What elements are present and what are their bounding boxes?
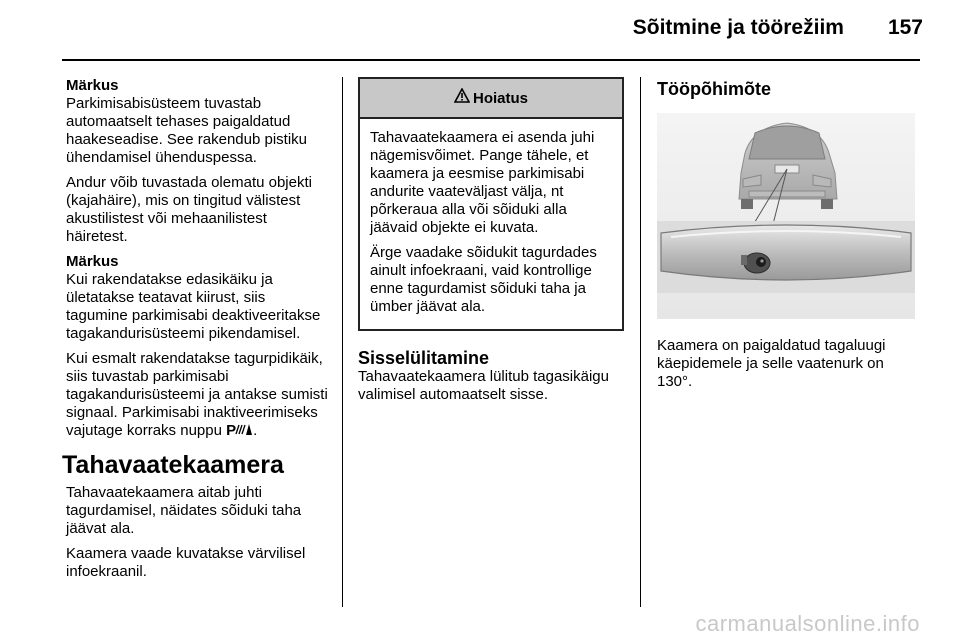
warning-triangle-icon bbox=[454, 88, 470, 108]
header-title: Sõitmine ja töörežiim bbox=[632, 16, 844, 39]
warning-header bbox=[360, 79, 622, 119]
header-divider bbox=[62, 59, 920, 61]
note-label: Märkus bbox=[66, 253, 119, 270]
page-number: 157 bbox=[887, 16, 923, 39]
column-right bbox=[657, 77, 921, 398]
column-left bbox=[62, 77, 328, 588]
column-middle bbox=[358, 77, 622, 411]
section-title: Sisselülitamine bbox=[358, 348, 490, 368]
note-label: Märkus bbox=[66, 77, 119, 94]
section-paragraph: Kaamera vaade kuvatakse värvilisel infoekraanil. bbox=[66, 545, 306, 580]
section-title: Tahavaatekaamera bbox=[62, 451, 284, 479]
watermark: carmanualsonline.info bbox=[695, 611, 920, 636]
note-paragraph: Kui rakendatakse edasikäiku ja ületatakse teatavat kiirust, siis tagumine parkimisabi deaktiveeritakse tagakandurisüsteemi pikendamisel. bbox=[66, 271, 321, 342]
column-divider bbox=[342, 77, 343, 607]
note-paragraph: Parkimisabisüsteem tuvastab automaatselt tehases paigaldatud haakeseadise. See rakendub pistiku ühendamisel ühenduspessa. bbox=[66, 95, 307, 166]
column-divider bbox=[640, 77, 641, 607]
warning-title: Hoiatus bbox=[472, 89, 528, 107]
note-paragraph: Andur võib tuvastada olematu objekti (kajahäire), mis on tingitud välistest akustilistest või mehaanilistest häiretest. bbox=[66, 174, 312, 245]
section-paragraph: Tahavaatekaamera aitab juhti tagurdamisel, näidates sõiduki taha jäävat ala. bbox=[66, 484, 302, 537]
warning-box bbox=[358, 77, 624, 331]
warning-body bbox=[360, 119, 622, 329]
section-paragraph: Tahavaatekaamera lülitub tagasikäigu valimisel automaatselt sisse. bbox=[358, 368, 609, 403]
page-header bbox=[633, 16, 923, 40]
rear-camera-illustration bbox=[657, 113, 915, 319]
illustration-caption: Kaamera on paigaldatud tagaluugi käepidemele ja selle vaatenurk on 130°. bbox=[657, 337, 886, 390]
warning-paragraph: Tahavaatekaamera ei asenda juhi nägemisvõimet. Pange tähele, et kaamera ja eesmise parkimisabi andurite vaateväljast välja, nt põrkeraua alla või sõiduki alla jäävaid objekte ei kuvata. bbox=[370, 129, 595, 236]
warning-paragraph: Ärge vaadake sõidukit tagurdades ainult infoekraani, vaid kontrollige enne tagurdamist sõiduki taha ja ümber jäävat ala. bbox=[370, 244, 597, 315]
parking-assist-button-icon: P bbox=[226, 422, 253, 439]
section-title: Tööpõhimõte bbox=[657, 79, 771, 99]
note-paragraph: Kui esmalt rakendatakse tagurpidikäik, siis tuvastab parkimisabi tagakandurisüsteemi ja antakse sumisti signaal. Parkimisabi inaktiveerimiseks vajutage korraks nuppu P . bbox=[66, 350, 328, 439]
note-text: Kui esmalt rakendatakse tagurpidikäik, siis tuvastab parkimisabi tagakandurisüsteemi ja antakse sumisti signaal. Parkimisabi inaktiveerimiseks vajutage korraks nuppu bbox=[66, 350, 328, 439]
